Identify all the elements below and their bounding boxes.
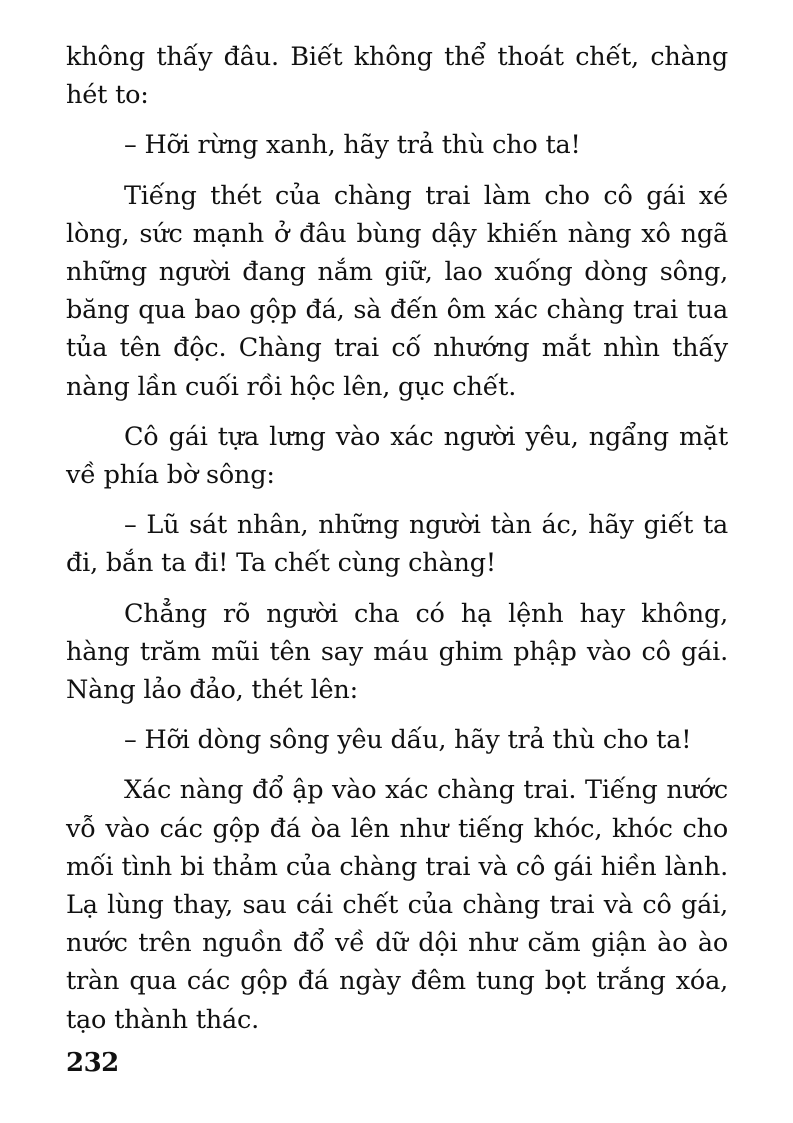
- page-body: [66, 38, 728, 1039]
- page-number: 232: [66, 1048, 119, 1078]
- paragraph-arrows: Chẳng rõ người cha có hạ lệnh hay không, hàng trăm mũi tên say máu ghim phập vào cô gái. Nàng lảo đảo, thét lên:: [66, 598, 728, 706]
- dialogue-forest: – Hỡi rừng xanh, hãy trả thù cho ta!: [124, 130, 581, 161]
- paragraph-waterfall: Xác nàng đổ ập vào xác chàng trai. Tiếng nước vỗ vào các gộp đá òa lên như tiếng khóc, khóc cho mối tình bi thảm của chàng trai và cô gái hiền lành. Lạ lùng thay, sau cái chết của chàng trai và cô gái, nước trên nguồn đổ về dữ dội như căm giận ào ào tràn qua các gộp đá ngày đêm tung bọt trắng xóa, tạo thành thác.: [66, 775, 728, 1035]
- paragraph-girl-rushes: Tiếng thét của chàng trai làm cho cô gái xé lòng, sức mạnh ở đâu bùng dậy khiến nàng xô ngã những người đang nắm giữ, lao xuống dòng sông, băng qua bao gộp đá, sà đến ôm xác chàng trai tua tủa tên độc. Chàng trai cố nhướng mắt nhìn thấy nàng lần cuối rồi hộc lên, gục chết.: [66, 180, 728, 402]
- paragraph-girl-leans: Cô gái tựa lưng vào xác người yêu, ngẩng mặt về phía bờ sông:: [66, 421, 728, 491]
- paragraph-continuation: không thấy đâu. Biết không thể thoát chết, chàng hét to:: [66, 42, 728, 111]
- dialogue-murderers: – Lũ sát nhân, những người tàn ác, hãy giết ta đi, bắn ta đi! Ta chết cùng chàng!: [66, 510, 728, 579]
- dialogue-river: – Hỡi dòng sông yêu dấu, hãy trả thù cho ta!: [124, 725, 692, 756]
